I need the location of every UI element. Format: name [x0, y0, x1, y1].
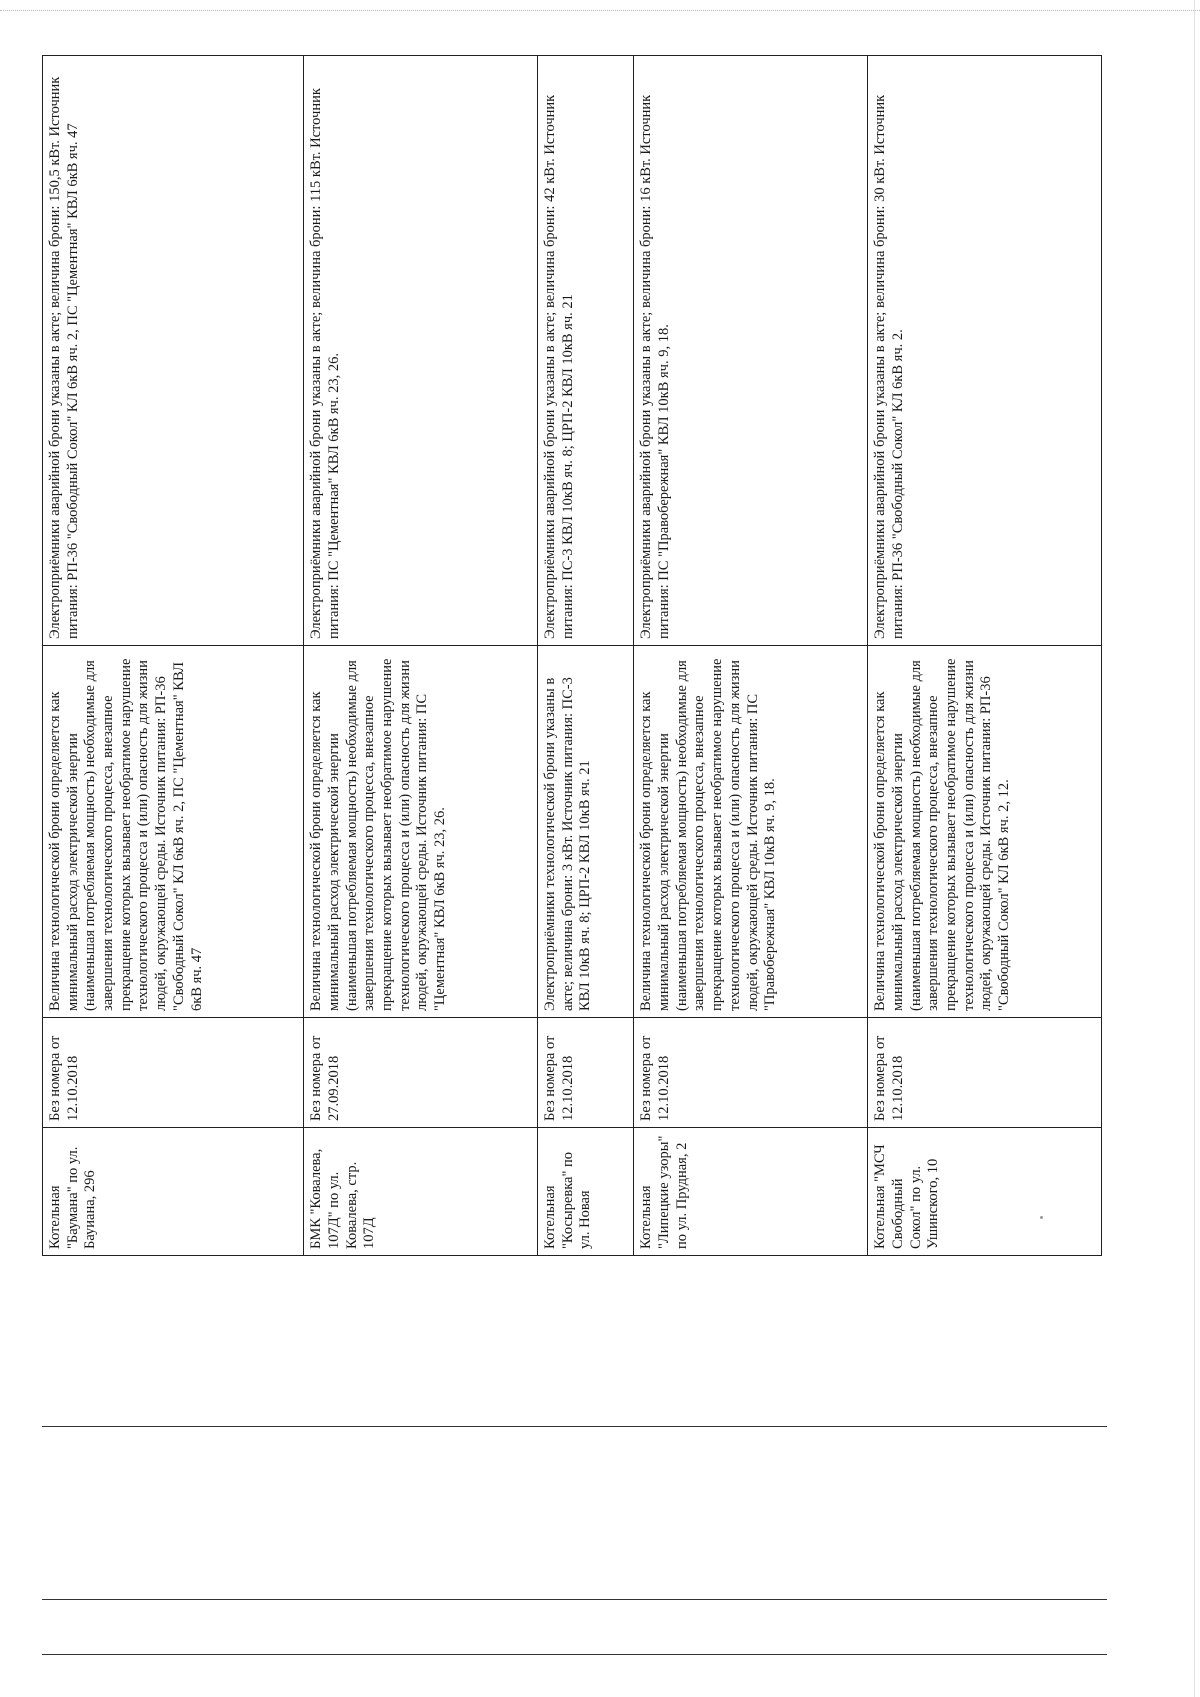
table-row — [43, 56, 304, 1256]
act-cell: Без номера от 12.10.2018 — [634, 1018, 868, 1128]
object-cell: Котельная "Баумана" по ул. Бауиана, 296 — [43, 1128, 304, 1256]
rotated-table-container — [42, 56, 1102, 1256]
act-cell: Без номера от 12.10.2018 — [43, 1018, 304, 1128]
emergency-reserve-cell: Электроприёмники аварийной брони указаны в акте; величина брони: 16 кВт. Источник питания: ПС "Правобережная" КВЛ 10кВ яч. 9, 18. — [634, 56, 868, 646]
reserve-table — [42, 55, 1102, 1256]
horizontal-rule — [42, 1426, 1107, 1427]
table-row — [868, 56, 1102, 1256]
horizontal-rule — [42, 1654, 1107, 1655]
act-cell: Без номера от 12.10.2018 — [868, 1018, 1102, 1128]
tech-reserve-cell: Электроприёмники технологической брони указаны в акте; величина брони: 3 кВт. Источник питания: ПС-3 КВЛ 10кВ яч. 8; ЦРП-2 КВЛ 10кВ яч. 21 — [538, 646, 634, 1018]
tech-reserve-cell: Величина технологической брони определяется как минимальный расход электрической энергии (наименьшая потребляемая мощность) необходимые для завершения технологического процесса, внезапное прекращение которых вызывает необратимое нарушение технологического процесса и (или) опасность для жизни людей, окружающей среды. Источник питания: РП-36 "Свободный Сокол" КЛ 6кВ яч. 2, 12. — [868, 646, 1102, 1018]
scan-speck — [1040, 1216, 1043, 1219]
table-row — [304, 56, 538, 1256]
object-cell: Котельная "Липецкие узоры" по ул. Прудная, 2 — [634, 1128, 868, 1256]
horizontal-rule — [42, 1599, 1107, 1600]
emergency-reserve-cell: Электроприёмники аварийной брони указаны в акте; величина брони: 42 кВт. Источник питания: ПС-3 КВЛ 10кВ яч. 8; ЦРП-2 КВЛ 10кВ яч. 21 — [538, 56, 634, 646]
emergency-reserve-cell: Электроприёмники аварийной брони указаны в акте; величина брони: 150,5 кВт. Источник питания: РП-36 "Свободный Сокол" КЛ 6кВ яч. 2, ПС "Цементная" КВЛ 6кВ яч. 47 — [43, 56, 304, 646]
table-row — [538, 56, 634, 1256]
object-cell: Котельная "МСЧ Свободный Сокол" по ул. Ушинского, 10 — [868, 1128, 1102, 1256]
act-cell: Без номера от 27.09.2018 — [304, 1018, 538, 1128]
object-cell: Котельная "Косыревка" по ул. Новая — [538, 1128, 634, 1256]
tech-reserve-cell: Величина технологической брони определяется как минимальный расход электрической энергии (наименьшая потребляемая мощность) необходимые для завершения технологического процесса, внезапное прекращение которых вызывает необратимое нарушение технологического процесса и (или) опасность для жизни людей, окружающей среды. Источник питания: РП-36 "Свободный Сокол" КЛ 6кВ яч. 2, ПС "Цементная" КВЛ 6кВ яч. 47 — [43, 646, 304, 1018]
emergency-reserve-cell: Электроприёмники аварийной брони указаны в акте; величина брони: 30 кВт. Источник питания: РП-36 "Свободный Сокол" КЛ 6кВ яч. 2. — [868, 56, 1102, 646]
tech-reserve-cell: Величина технологической брони определяется как минимальный расход электрической энергии (наименьшая потребляемая мощность) необходимые для завершения технологического процесса, внезапное прекращение которых вызывает необратимое нарушение технологического процесса и (или) опасность для жизни людей, окружающей среды. Источник питания: ПС "Цементная" КВЛ 6кВ яч. 23, 26. — [304, 646, 538, 1018]
scan-edge-top — [0, 10, 1200, 11]
table-row — [634, 56, 868, 1256]
tech-reserve-cell: Величина технологической брони определяется как минимальный расход электрической энергии (наименьшая потребляемая мощность) необходимые для завершения технологического процесса, внезапное прекращение которых вызывает необратимое нарушение технологического процесса и (или) опасность для жизни людей, окружающей среды. Источник питания: ПС "Правобережная" КВЛ 10кВ яч. 9, 18. — [634, 646, 868, 1018]
act-cell: Без номера от 12.10.2018 — [538, 1018, 634, 1128]
scan-edge-right — [1194, 0, 1195, 1697]
emergency-reserve-cell: Электроприёмники аварийной брони указаны в акте; величина брони: 115 кВт. Источник питания: ПС "Цементная" КВЛ 6кВ яч. 23, 26. — [304, 56, 538, 646]
object-cell: БМК "Ковалева, 107Д" по ул. Ковалева, стр. 107Д — [304, 1128, 538, 1256]
